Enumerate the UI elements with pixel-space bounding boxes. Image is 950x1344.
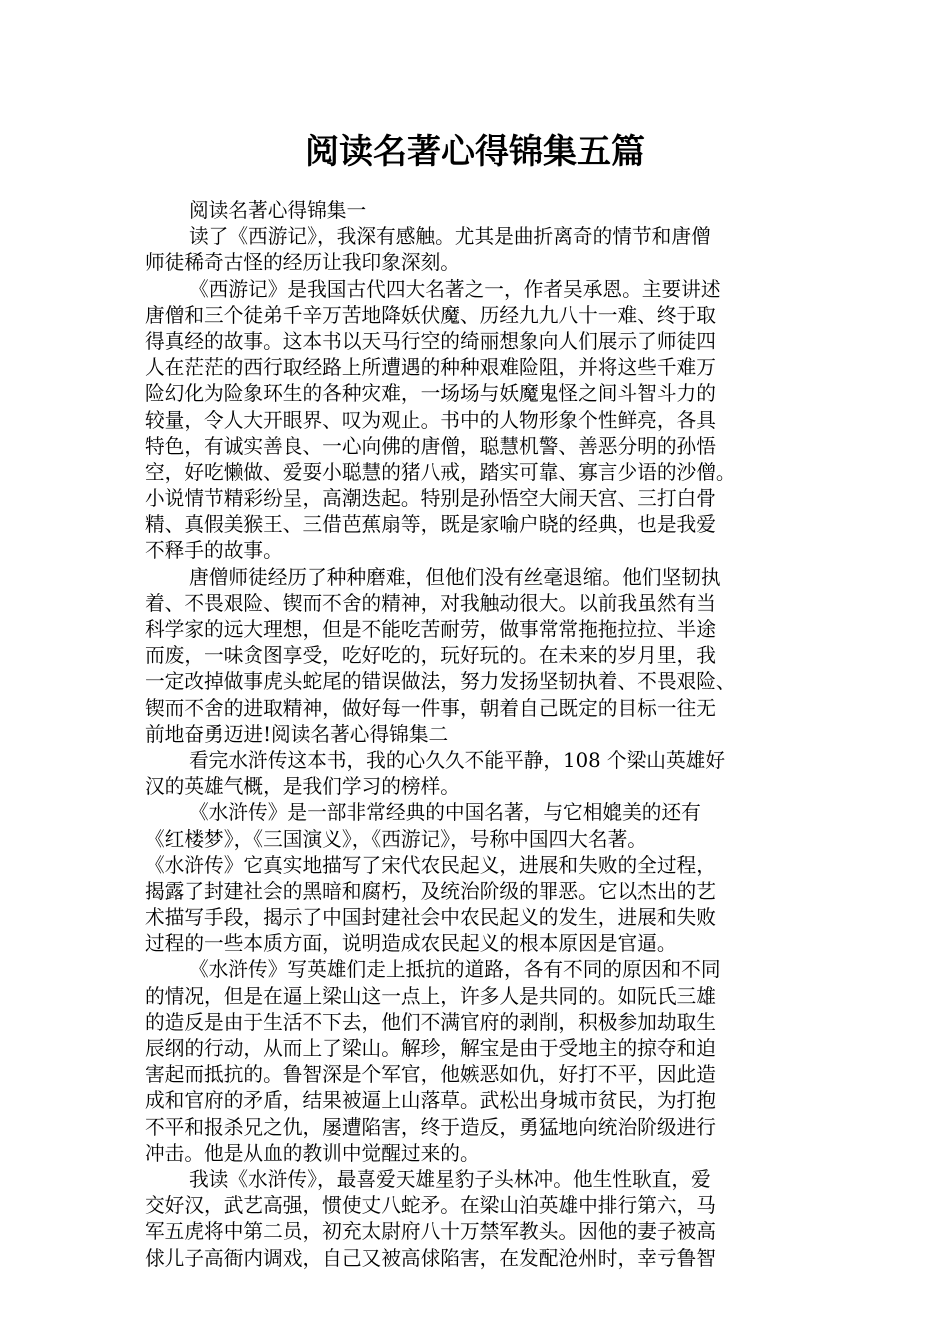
text-line: 冲击。他是从血的教训中觉醒过来的。 [145,1141,480,1165]
text-line: 锲而不舍的进取精神，做好每一件事，朝着自己既定的目标一往无 [145,696,716,720]
text-line: 精、真假美猴王、三借芭蕉扇等，既是家喻户晓的经典，也是我爱 [145,513,716,537]
text-line: 成和官府的矛盾，结果被逼上山落草。武松出身城市贫民，为打抱 [145,1089,716,1113]
text-line: 读了《西游记》，我深有感触。尤其是曲折离奇的情节和唐僧 [189,225,711,249]
page-title: 阅读名著心得锦集五篇 [305,132,645,172]
document-body [145,198,807,1272]
text-line: 汉的英雄气概，是我们学习的榜样。 [145,775,460,799]
text-line: 害起而抵抗的。鲁智深是个军官，他嫉恶如仇，好打不平，因此造 [145,1063,716,1087]
text-line: 《西游记》是我国古代四大名著之一，作者吴承恩。主要讲述 [189,277,721,301]
text-line: 得真经的故事。这本书以天马行空的绮丽想象向人们展示了师徒四 [145,329,716,353]
text-line: 前地奋勇迈进!阅读名著心得锦集二 [145,722,449,746]
text-line: 《水浒传》写英雄们走上抵抗的道路，各有不同的原因和不同 [189,958,721,982]
text-line: 不释手的故事。 [145,539,283,563]
text-line: 术描写手段，揭示了中国封建社会中农民起义的发生，进展和失败 [145,906,716,930]
text-line: 的造反是由于生活不下去，他们不满官府的剥削，积极参加劫取生 [145,1010,716,1034]
text-line: 辰纲的行动，从而上了梁山。解珍，解宝是由于受地主的掠夺和迫 [145,1037,716,1060]
text-line: 揭露了封建社会的黑暗和腐朽，及统治阶级的罪恶。它以杰出的艺 [145,879,716,903]
text-line: 唐僧师徒经历了种种磨难，但他们没有丝毫退缩。他们坚韧执 [189,565,721,589]
text-line: 俅儿子高衙内调戏，自己又被高俅陷害，在发配沧州时，幸亏鲁智 [145,1246,716,1270]
text-line: 唐僧和三个徒弟千辛万苦地降妖伏魔、历经九九八十一难、终于取 [145,303,716,327]
text-line: 《水浒传》是一部非常经典的中国名著，与它相媲美的还有 [189,801,701,825]
text-line: 《水浒传》它真实地描写了宋代农民起义，进展和失败的全过程， [145,853,716,877]
text-line: 阅读名著心得锦集一 [189,199,367,222]
text-line: 人在茫茫的西行取经路上所遭遇的种种艰难险阻，并将这些千难万 [145,356,716,380]
text-line: 小说情节精彩纷呈，高潮迭起。特别是孙悟空大闹天宫、三打白骨 [145,487,716,511]
text-line: 看完水浒传这本书，我的心久久不能平静，108 个梁山英雄好 [189,748,726,772]
text-line: 《红楼梦》，《三国演义》，《西游记》，号称中国四大名著。 [145,827,647,851]
text-line: 一定改掉做事虎头蛇尾的错误做法，努力发扬坚韧执着、不畏艰险、 [145,670,736,694]
text-line: 不平和报杀兄之仇，屡遭陷害，终于造反，勇猛地向统治阶级进行 [145,1115,716,1139]
text-line: 军五虎将中第二员，初充太尉府八十万禁军教头。因他的妻子被高 [145,1220,716,1244]
text-line: 科学家的远大理想，但是不能吃苦耐劳，做事常常拖拖拉拉、半途 [145,618,716,641]
text-line: 着、不畏艰险、锲而不舍的精神，对我触动很大。以前我虽然有当 [145,591,716,615]
text-line: 的情况，但是在逼上梁山这一点上，许多人是共同的。如阮氏三雄 [145,984,716,1008]
text-line: 我读《水浒传》，最喜爱天雄星豹子头林冲。他生性耿直，爱 [189,1167,711,1191]
text-line: 过程的一些本质方面，说明造成农民起义的根本原因是官逼。 [145,932,677,956]
text-line: 特色，有诚实善良、一心向佛的唐僧，聪慧机警、善恶分明的孙悟 [145,434,716,458]
text-line: 交好汉，武艺高强，惯使丈八蛇矛。在梁山泊英雄中排行第六，马 [145,1194,716,1218]
text-line: 师徒稀奇古怪的经历让我印象深刻。 [145,251,460,275]
text-line: 空，好吃懒做、爱耍小聪慧的猪八戒，踏实可靠、寡言少语的沙僧。 [145,460,736,484]
text-line: 较量，令人大开眼界、叹为观止。书中的人物形象个性鲜亮，各具 [145,408,716,432]
text-line: 险幻化为险象环生的各种灾难，一场场与妖魔鬼怪之间斗智斗力的 [145,382,716,406]
text-line: 而废，一味贪图享受，吃好吃的，玩好玩的。在未来的岁月里，我 [145,644,716,668]
